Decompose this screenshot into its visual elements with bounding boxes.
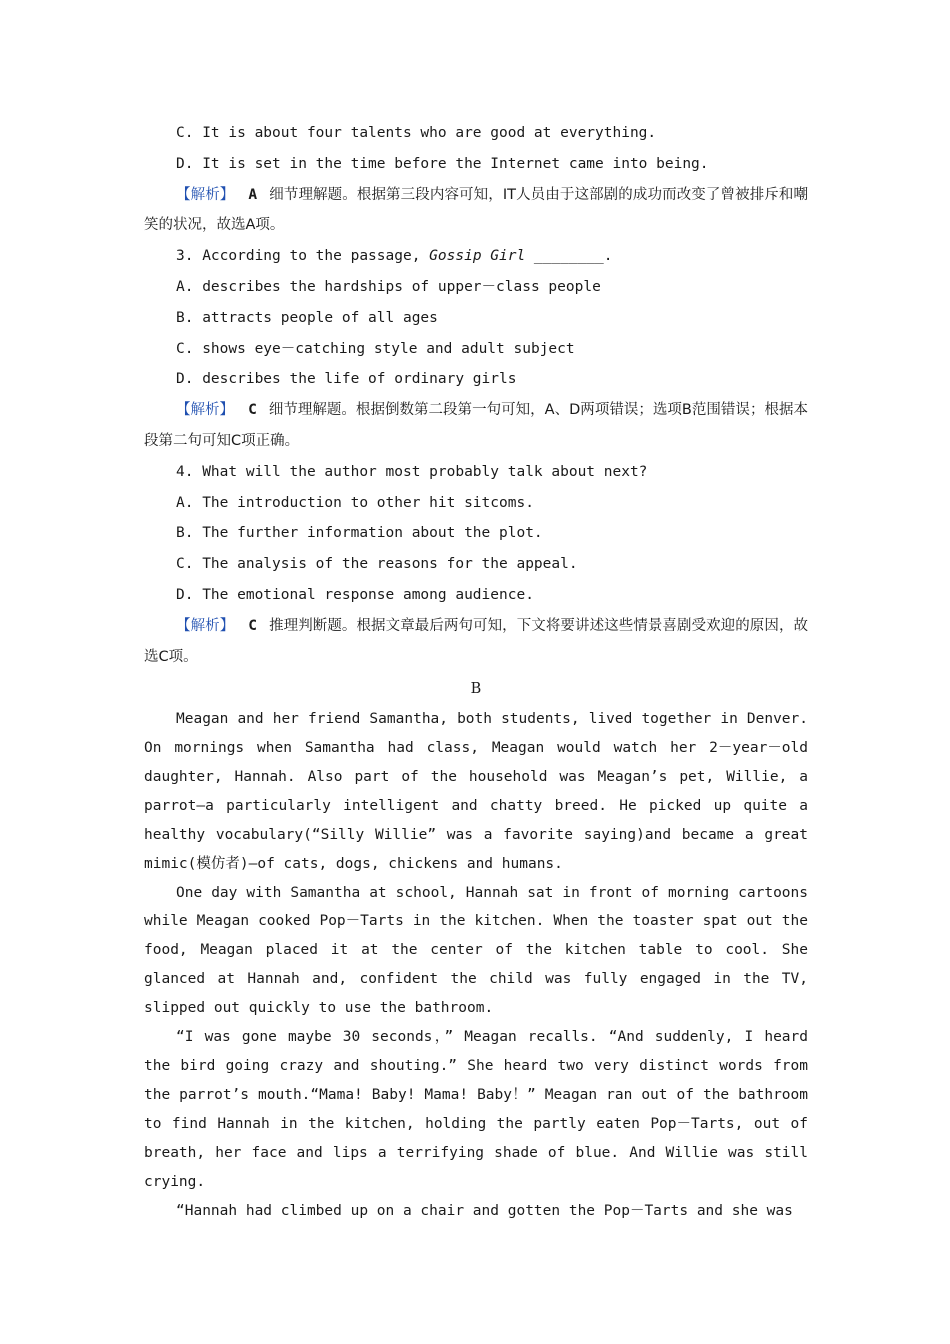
analysis-tag: 【解析】 bbox=[176, 617, 235, 634]
answer-letter: C bbox=[248, 617, 258, 634]
q3-option-b: B. attracts people of all ages bbox=[176, 309, 438, 326]
q3-option-d: D. describes the life of ordinary girls bbox=[176, 371, 517, 388]
q4-option-d: D. The emotional response among audience. bbox=[176, 586, 534, 603]
passage-paragraph-2: One day with Samantha at school, Hannah sat in front of morning cartoons while Meagan cooked Pop－Tarts in the kitchen. When the toaster spat out the food, Meagan placed it at the center of the kitchen table to cool. She glanced at Hannah and, confident the child was fully engaged in the TV, slipped out quickly to use the bathroom. bbox=[144, 884, 808, 1017]
q4-option-b: B. The further information about the plot. bbox=[176, 525, 543, 542]
q3-stem-title: Gossip Girl bbox=[429, 248, 526, 265]
q4-option-c: C. The analysis of the reasons for the appeal. bbox=[176, 556, 578, 573]
q4-stem: 4. What will the author most probably talk about next? bbox=[176, 463, 648, 480]
answer-letter: C bbox=[248, 402, 257, 419]
analysis-tag: 【解析】 bbox=[176, 402, 235, 419]
q3-stem-prefix: 3. According to the passage, bbox=[176, 248, 430, 265]
passage-paragraph-4: “Hannah had climbed up on a chair and gotten the Pop－Tarts and she was bbox=[176, 1202, 793, 1219]
section-heading: B bbox=[470, 681, 482, 698]
q3-option-a: A. describes the hardships of upper－class people bbox=[176, 278, 601, 295]
analysis-text: 细节理解题。根据倒数第二段第一句可知，A、D两项错误；选项B范围错误；根据本段第二句可知C项正确。 bbox=[144, 402, 809, 449]
analysis-text: 推理判断题。根据文章最后两句可知，下文将要讲述这些情景喜剧受欢迎的原因，故选C项。 bbox=[144, 617, 809, 665]
q3-analysis bbox=[144, 395, 808, 457]
passage-paragraph-3: “I was gone maybe 30 seconds，” Meagan recalls. “And suddenly, I heard the bird going crazy and shouting.” She heard two very distinct words from the parrot’s mouth.“Mama! Baby! Mama! Baby！” Meagan ran out of the bathroom to find Hannah in the kitchen, holding the partly eaten Pop－Tarts, out of breath, her face and lips a terrifying shade of blue. And Willie was still crying. bbox=[144, 1029, 808, 1190]
page-content bbox=[144, 118, 808, 1225]
analysis-tag: 【解析】 bbox=[176, 186, 235, 203]
analysis-text: 细节理解题。根据第三段内容可知，IT人员由于这部剧的成功而改变了曾被排斥和嘲笑的状况，故选A项。 bbox=[144, 186, 808, 234]
q3-stem bbox=[144, 241, 808, 272]
passage-b bbox=[144, 705, 808, 1225]
passage-paragraph-1: Meagan and her friend Samantha, both students, lived together in Denver. On mornings when Samantha had class, Meagan would watch her 2－year－old daughter, Hannah. Also part of the household was Meagan’s pet, Willie, a parrot—a particularly intelligent and chatty breed. He picked up quite a healthy vocabulary(“Silly Willie” was a favorite saying)and became a great mimic(模仿者)—of cats, dogs, chickens and humans. bbox=[144, 711, 808, 872]
q3-option-c: C. shows eye－catching style and adult subject bbox=[176, 340, 575, 357]
q2-option-d: D. It is set in the time before the Internet came into being. bbox=[176, 155, 709, 172]
q4-analysis bbox=[144, 611, 808, 673]
q4-option-a: A. The introduction to other hit sitcoms. bbox=[176, 494, 534, 511]
answer-letter: A bbox=[248, 186, 258, 203]
q2-analysis bbox=[144, 180, 808, 242]
q2-option-c: C. It is about four talents who are good at everything. bbox=[176, 125, 657, 141]
q3-stem-blank: ________. bbox=[525, 248, 613, 265]
